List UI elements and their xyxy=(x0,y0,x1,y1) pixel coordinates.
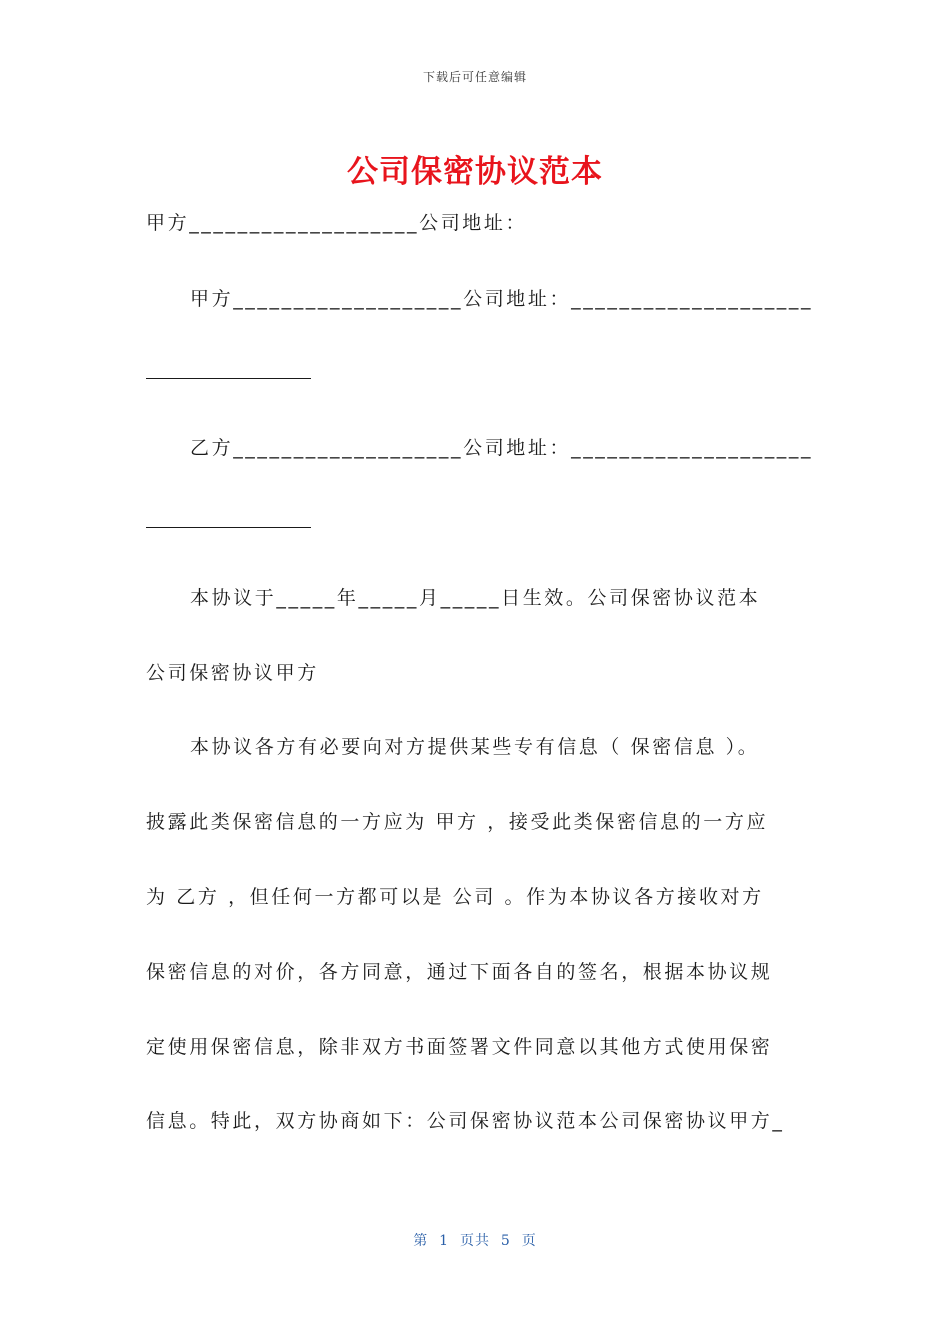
page-footer: 第 1 页共 5 页 xyxy=(413,1233,537,1249)
document-title: 公司保密协议范本 xyxy=(347,154,603,190)
body-line: 披露此类保密信息的一方应为 甲方 ，接受此类保密信息的一方应 xyxy=(146,811,769,833)
body-line: 为 乙方 ，但任何一方都可以是 公司 。作为本协议各方接收对方 xyxy=(146,886,764,908)
party-a-line: 甲方___________________公司地址： xyxy=(146,212,528,234)
address-continuation-blank xyxy=(146,527,311,528)
body-line: 公司保密协议甲方 xyxy=(146,662,319,684)
party-a-address-line: 甲方___________________公司地址：____________________ xyxy=(190,288,814,310)
body-line: 定使用保密信息，除非双方书面签署文件同意以其他方式使用保密 xyxy=(146,1036,773,1058)
body-line: 保密信息的对价，各方同意，通过下面各自的签名，根据本协议规 xyxy=(146,961,773,983)
body-line: 信息。特此，双方协商如下：公司保密协议范本公司保密协议甲方_ xyxy=(146,1110,785,1132)
effective-date-line: 本协议于_____年_____月_____日生效。公司保密协议范本 xyxy=(190,587,761,609)
address-continuation-blank xyxy=(146,378,311,379)
page-header: 下载后可任意编辑 xyxy=(422,70,527,84)
body-paragraph-start: 本协议各方有必要向对方提供某些专有信息（ 保密信息 ）。 xyxy=(190,736,760,758)
party-b-address-line: 乙方___________________公司地址：____________________ xyxy=(190,437,814,459)
